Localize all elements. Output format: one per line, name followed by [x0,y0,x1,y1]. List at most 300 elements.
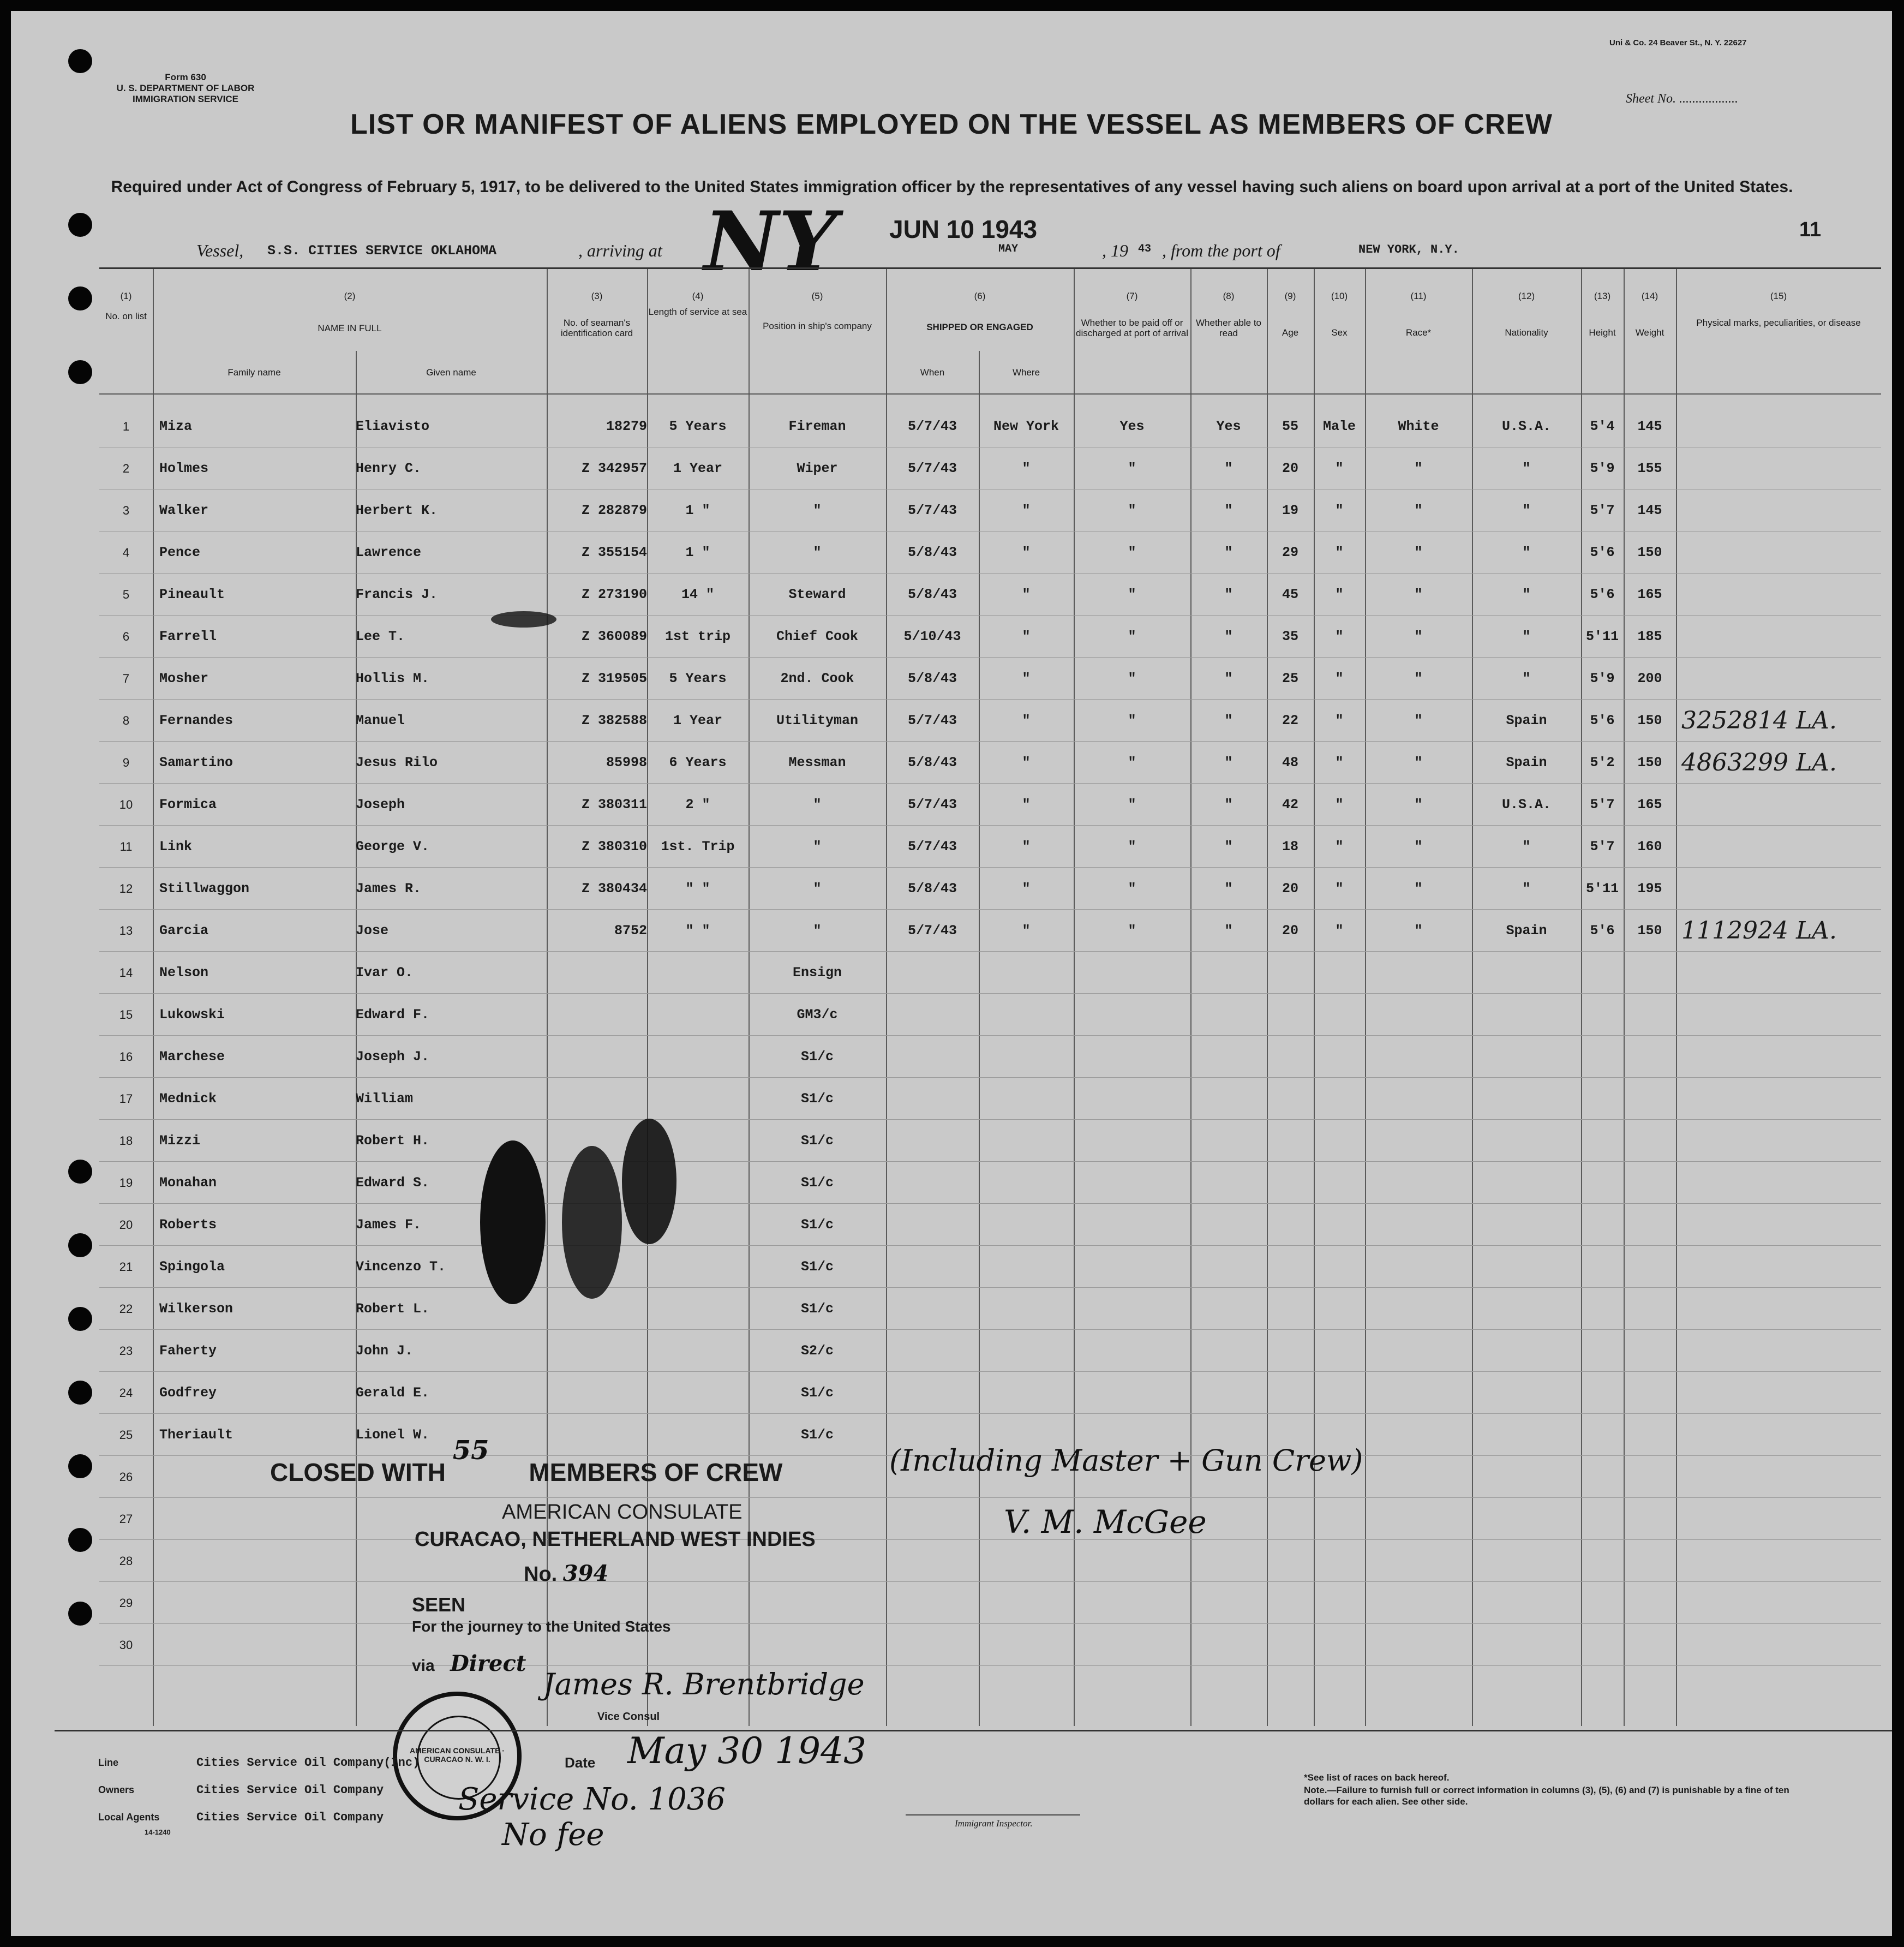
column-header-age: (9) Age [1282,291,1299,338]
cell-sex: " [1335,503,1344,518]
cell-card: Z 380434 [581,881,647,897]
cell-marks: 1112924 LA. [1681,917,1837,945]
cell-service [647,1036,749,1078]
cell-marks [1676,1078,1887,1120]
cell-age: 48 [1282,755,1298,771]
cell-read: " [1224,629,1233,644]
cell-when: 5/7/43 [907,503,957,518]
cell-sex: " [1335,923,1344,939]
column-header-paid-off: (7) Whether to be paid off or discharged at port of arrival [1076,291,1188,338]
column-header-no: (1) No. on list [105,291,147,321]
cell-race [1365,1372,1472,1414]
cell-card: Z 355154 [581,545,647,560]
table-row [99,1624,1881,1666]
cell-sex: " [1335,545,1344,560]
crew-rows [99,405,1881,1715]
cell-sex: " [1335,629,1344,644]
cell-family: Theriault [159,1427,233,1443]
binder-hole [68,286,92,310]
cell-family: Walker [159,503,209,518]
cell-height: 5'7 [1590,797,1615,813]
cell-read [1190,1162,1267,1204]
cell-position: S1/c [800,1091,834,1107]
cell-race [1365,1078,1472,1120]
cell-height [1581,1288,1624,1330]
cell-nationality [1472,1162,1581,1204]
seal-text: AMERICAN CONSULATE · CURACAO N. W. I. [410,1746,505,1764]
cell-race [1365,994,1472,1036]
service-name: IMMIGRATION SERVICE [133,94,238,104]
cell-given: John J. [356,1343,414,1359]
cell-height [1581,1540,1624,1582]
department-name: U. S. DEPARTMENT OF LABOR [116,83,255,93]
cell-sex: " [1335,755,1344,771]
page-subtitle: Required under Act of Congress of February 5, 1917, to be delivered to the United States immigration officer by the representatives of any vessel having such aliens on board upon arrival at a port of the United States. [111,178,1793,196]
cell-paid: " [1128,839,1136,855]
cell-when: 5/7/43 [907,461,957,476]
column-header-family: Family name [227,367,281,378]
cell-card [552,1078,647,1120]
cell-age: 55 [1282,419,1298,434]
column-header-name: (2) NAME IN FULL [318,291,382,333]
cell-family: Spingola [159,1259,225,1275]
table-row [99,405,1881,447]
vessel-name: S.S. CITIES SERVICE OKLAHOMA [267,243,497,259]
vice-consul-signature: James R. Brentbridge [543,1667,865,1701]
vice-consul-label: Vice Consul [597,1711,660,1723]
cell-race: " [1414,503,1423,518]
cell-weight [1624,1540,1676,1582]
cell-no: 27 [119,1512,133,1526]
cell-given: Herbert K. [356,503,438,518]
cell-position [749,1624,886,1666]
cell-service: " " [685,923,710,939]
table-row [99,742,1881,784]
cell-race: " [1414,545,1423,560]
page-number: 11 [1799,218,1822,241]
cell-given: Hollis M. [356,671,430,686]
cell-family: Miza [159,419,193,434]
cell-sex [1314,952,1365,994]
cell-sex: " [1335,797,1344,813]
cell-sex: Male [1322,419,1356,434]
cell-given: Manuel [356,713,405,728]
cell-height: 5'9 [1590,461,1615,476]
cell-position: S1/c [800,1133,834,1149]
cell-sex [1314,1078,1365,1120]
cell-marks [1676,658,1887,700]
cell-marks [1676,489,1887,531]
table-row [99,531,1881,574]
cell-nationality: U.S.A. [1501,419,1551,434]
members-of-crew-label: MEMBERS OF CREW [529,1458,783,1486]
cell-paid: " [1128,881,1136,897]
cell-read: " [1224,671,1233,686]
cell-age [1267,1582,1314,1624]
table-row [99,1372,1881,1414]
cell-service [647,1372,749,1414]
cell-card [552,1372,647,1414]
cell-weight [1624,952,1676,994]
cell-height: 5'7 [1590,503,1615,518]
cell-age [1267,1036,1314,1078]
cell-given: Jesus Rilo [356,755,438,771]
cell-height [1581,994,1624,1036]
cell-family: Marchese [159,1049,225,1065]
cell-when: 5/8/43 [907,671,957,686]
cell-paid: " [1128,545,1136,560]
column-header-sex: (10) Sex [1331,291,1348,338]
voyage-line [196,194,1757,290]
crew-table [99,267,1881,1726]
cell-given: Edward S. [356,1175,430,1191]
cell-read [1190,1582,1267,1624]
cell-paid: " [1128,461,1136,476]
from-port: NEW YORK, N.Y. [1358,243,1459,256]
cell-card: 85998 [606,755,647,771]
cell-where [979,1288,1074,1330]
cell-service: 1st. Trip [661,839,735,855]
cell-position: Wiper [797,461,838,476]
cell-nationality: " [1522,461,1531,476]
cell-sex: " [1335,881,1344,897]
form-number: Form 630 [165,72,206,82]
cell-read: " [1224,713,1233,728]
cell-position: 2nd. Cook [780,671,854,686]
arriving-label: , arriving at [578,241,662,260]
cell-sex [1314,1540,1365,1582]
cell-position: GM3/c [797,1007,838,1023]
cell-paid: " [1128,629,1136,644]
table-row [99,868,1881,910]
cell-service [647,1078,749,1120]
cell-paid [1074,1372,1190,1414]
cell-read: " [1224,503,1233,518]
cell-paid [1074,994,1190,1036]
cell-height [1581,1330,1624,1372]
cell-given: Edward F. [356,1007,430,1023]
cell-age: 45 [1282,587,1298,602]
cell-paid: Yes [1119,419,1145,434]
sheet-number-label: Sheet No. .................. [1626,92,1738,106]
cell-service [647,1414,749,1456]
cell-position: Steward [788,587,846,602]
table-row [99,1162,1881,1204]
cell-when [886,952,979,994]
cell-nationality [1472,952,1581,994]
cell-no: 12 [119,882,133,895]
cell-when: 5/8/43 [907,755,957,771]
cell-nationality [1472,1540,1581,1582]
cell-where: " [1022,755,1031,771]
cell-where [979,1078,1074,1120]
cell-read: " [1224,461,1233,476]
cell-card: Z 282879 [581,503,647,518]
cell-race: " [1414,671,1423,686]
column-header-position: (5) Position in ship's company [763,291,872,331]
cell-race [1365,1036,1472,1078]
cell-nationality: " [1522,545,1531,560]
cell-where: " [1022,461,1031,476]
cell-when [886,1162,979,1204]
cell-paid [1074,1582,1190,1624]
cell-nationality [1472,1498,1581,1540]
cell-weight [1624,994,1676,1036]
cell-given: Robert L. [356,1301,430,1317]
cell-nationality: Spain [1506,923,1547,939]
cell-position: S1/c [800,1217,834,1233]
table-row [99,1330,1881,1372]
cell-given: Jose [356,923,389,939]
cell-no: 6 [122,630,130,643]
binder-hole [68,1602,92,1626]
cell-when: 5/8/43 [907,587,957,602]
cell-weight: 195 [1637,881,1662,897]
consulate-location: CURACAO, NETHERLAND WEST INDIES [415,1528,816,1551]
cell-read: Yes [1216,419,1241,434]
cell-family: Roberts [159,1217,217,1233]
table-row [99,910,1881,952]
cell-sex [1314,1120,1365,1162]
cell-weight: 150 [1637,545,1662,560]
journey-label: For the journey to the United States [412,1618,671,1635]
cell-race [1365,1120,1472,1162]
cell-where: New York [993,419,1059,434]
stamp-blot [480,1140,546,1304]
cell-weight: 145 [1637,419,1662,434]
cell-weight [1624,1162,1676,1204]
cell-service: " " [685,881,710,897]
cell-weight: 155 [1637,461,1662,476]
cell-when [886,1246,979,1288]
cell-paid [1074,1624,1190,1666]
cell-marks [1676,1414,1887,1456]
visa-number: No. 394 [524,1561,609,1586]
table-row [99,1288,1881,1330]
year-prefix: , 19 [1102,241,1128,260]
cell-marks [1676,1582,1887,1624]
cell-marks [1676,1330,1887,1372]
cell-nationality [1472,1372,1581,1414]
stamp-blot [622,1119,676,1244]
cell-service: 1st trip [664,629,731,644]
binder-hole [68,213,92,237]
cell-position: S1/c [800,1049,834,1065]
cell-height [1581,1582,1624,1624]
binder-hole [68,1528,92,1552]
cell-no: 8 [122,714,130,727]
cell-height [1581,1624,1624,1666]
cell-where: " [1022,923,1031,939]
consulate-name: AMERICAN CONSULATE [502,1501,743,1524]
cell-paid [1074,1036,1190,1078]
cell-marks [1676,1120,1887,1162]
cell-sex [1314,1330,1365,1372]
cell-weight [1624,1120,1676,1162]
cell-when: 5/7/43 [907,797,957,813]
cell-age: 25 [1282,671,1298,686]
cell-race [1365,1498,1472,1540]
cell-no: 5 [122,588,130,601]
cell-given: Ivar O. [356,965,414,981]
cell-marks [1676,1624,1887,1666]
cell-race [1365,1330,1472,1372]
cell-when [886,1540,979,1582]
from-port-label: , from the port of [1162,241,1280,260]
cell-sex: " [1335,587,1344,602]
cell-when [886,1120,979,1162]
cell-where [979,1246,1074,1288]
cell-weight: 150 [1637,755,1662,771]
cell-read: " [1224,839,1233,855]
cell-nationality: " [1522,587,1531,602]
cell-nationality [1472,1120,1581,1162]
cell-weight [1624,1330,1676,1372]
cell-race: " [1414,881,1423,897]
cell-age: 42 [1282,797,1298,813]
cell-where [979,1330,1074,1372]
cell-card [552,1036,647,1078]
cell-read [1190,1288,1267,1330]
cell-family [159,1582,356,1624]
column-header-service: (4) Length of service at sea [648,291,747,317]
cell-weight [1624,1036,1676,1078]
cell-given: Lionel W. [356,1427,430,1443]
cell-no: 24 [119,1386,133,1400]
cell-when: 5/10/43 [903,629,961,644]
inspector-signature-line [906,1814,1080,1815]
cell-service: 6 Years [669,755,727,771]
cell-nationality [1472,1036,1581,1078]
cell-position: Messman [788,755,846,771]
cell-when [886,1078,979,1120]
cell-height [1581,1456,1624,1498]
cell-no: 11 [119,840,133,853]
cell-nationality: Spain [1506,755,1547,771]
cell-paid [1074,1540,1190,1582]
cell-no: 29 [119,1596,133,1610]
cell-no: 3 [122,504,130,517]
cell-position: " [813,923,822,939]
cell-family: Monahan [159,1175,217,1191]
cell-given: Joseph [356,797,405,813]
cell-when [886,1498,979,1540]
cell-position: Ensign [792,965,842,981]
agents-label: Local Agents [98,1812,160,1823]
cell-read: " [1224,587,1233,602]
cell-paid: " [1128,503,1136,518]
cell-age [1267,1540,1314,1582]
binder-hole [68,1454,92,1478]
cell-race: " [1414,923,1423,939]
cell-age: 35 [1282,629,1298,644]
cell-sex [1314,1162,1365,1204]
cell-when: 5/8/43 [907,881,957,897]
cell-sex: " [1335,839,1344,855]
table-row [99,1540,1881,1582]
cell-paid [1074,1288,1190,1330]
cell-age: 18 [1282,839,1298,855]
cell-race [1365,1414,1472,1456]
cell-card [552,994,647,1036]
cell-race: " [1414,755,1423,771]
table-row [99,447,1881,489]
cell-where: " [1022,587,1031,602]
cell-paid: " [1128,797,1136,813]
cell-nationality [1472,1414,1581,1456]
cell-height: 5'6 [1590,713,1615,728]
cell-where [979,1372,1074,1414]
cell-weight: 165 [1637,587,1662,602]
cell-family: Pence [159,545,201,560]
cell-age: 20 [1282,923,1298,939]
crew-count-handwritten: 55 [452,1435,489,1466]
cell-when [886,1330,979,1372]
cell-sex [1314,1624,1365,1666]
column-header-nationality: (12) Nationality [1505,291,1548,338]
cell-position: S1/c [800,1175,834,1191]
cell-age [1267,1624,1314,1666]
cell-marks [1676,447,1887,489]
table-row [99,700,1881,742]
binder-hole [68,1381,92,1405]
cell-no: 16 [119,1050,133,1064]
cell-weight [1624,1498,1676,1540]
cell-where: " [1022,881,1031,897]
cell-marks [1676,405,1887,447]
cell-sex [1314,994,1365,1036]
column-header-race: (11) Race* [1405,291,1432,338]
table-row [99,1078,1881,1120]
printer-imprint: Uni & Co. 24 Beaver St., N. Y. 22627 [1609,38,1747,47]
cell-no: 20 [119,1218,133,1232]
cell-paid: " [1128,713,1136,728]
cell-marks [1676,1288,1887,1330]
cell-family [159,1624,356,1666]
vessel-label: Vessel, [196,241,244,260]
cell-card: Z 382588 [581,713,647,728]
column-header-weight: (14) Weight [1635,291,1664,338]
cell-paid: " [1128,755,1136,771]
cell-position: " [813,839,822,855]
cell-sex: " [1335,671,1344,686]
table-row [99,616,1881,658]
form-header [109,72,262,105]
cell-age [1267,1078,1314,1120]
cell-race [1365,1288,1472,1330]
cell-marks [1676,994,1887,1036]
cell-service: 1 " [685,503,710,518]
cell-height [1581,1414,1624,1456]
cell-marks [1676,574,1887,616]
cell-position [749,1582,886,1624]
cell-marks [1676,952,1887,994]
cell-card [552,1330,647,1372]
cell-nationality: " [1522,671,1531,686]
cell-height [1581,1036,1624,1078]
cell-where [979,1204,1074,1246]
cell-when [886,1624,979,1666]
cell-where: " [1022,839,1031,855]
cell-given: Robert H. [356,1133,430,1149]
year-value: 43 [1138,243,1152,255]
cell-age [1267,1372,1314,1414]
cell-weight: 145 [1637,503,1662,518]
consul-signature: V. M. McGee [1004,1503,1207,1540]
cell-no: 4 [122,546,130,559]
cell-position: S1/c [800,1385,834,1401]
cell-age [1267,1120,1314,1162]
